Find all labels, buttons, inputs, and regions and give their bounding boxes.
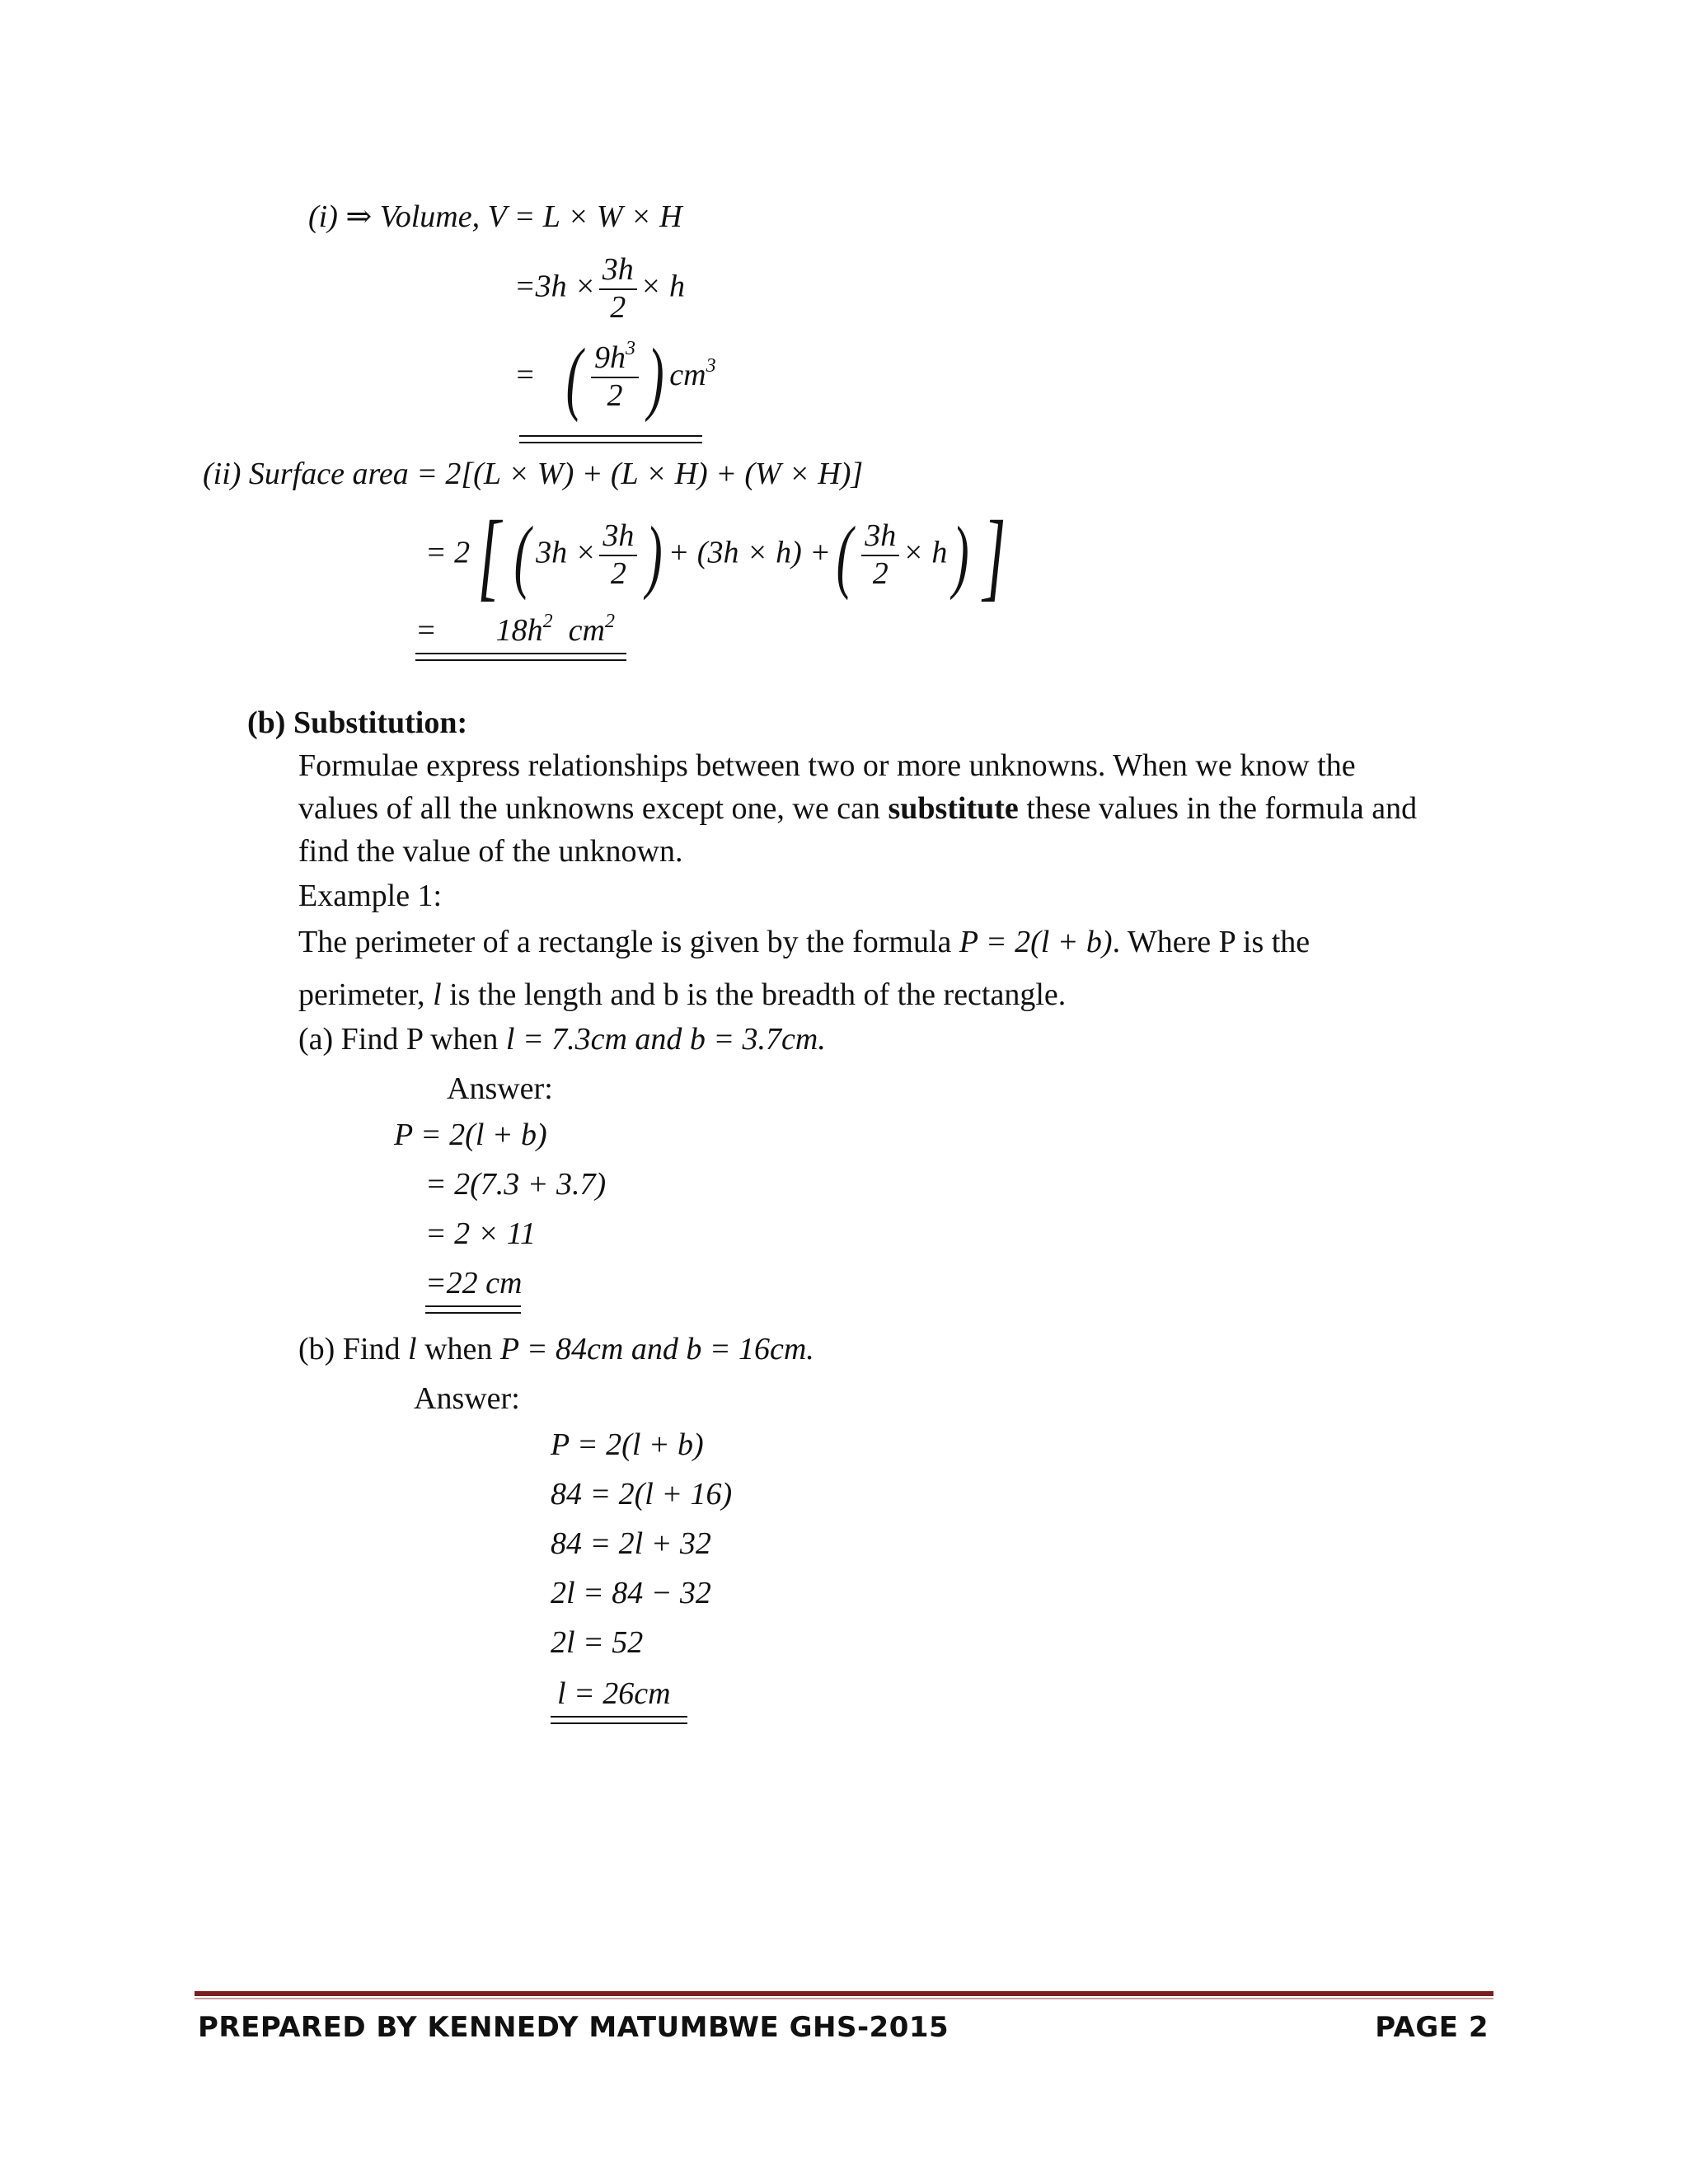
question-a-text: (a) Find P when [298, 1022, 506, 1057]
close-paren: ) [953, 509, 970, 601]
paragraph-line-2-start: values of all the unknowns except one, we can [298, 791, 889, 826]
answer-a-label: Answer: [447, 1071, 553, 1106]
surface-step-1 [425, 500, 1013, 610]
example-line-2-end: is the length and b is the breadth of the rectangle. [441, 977, 1067, 1012]
answer-b-underline [551, 1716, 687, 1724]
section-heading: (b) Substitution: [247, 705, 468, 740]
answer-a-step-1: P = 2(l + b) [394, 1118, 547, 1152]
question-b-when: when [416, 1332, 500, 1366]
volume-step-2 [514, 331, 716, 423]
open-bracket: [ [477, 500, 501, 610]
open-paren: ( [836, 509, 853, 601]
volume-step-2-eq: = [514, 357, 536, 392]
surface-step-2-eq: = [415, 613, 437, 648]
surface-step-2-value: $18h^2$ [495, 611, 553, 648]
surface-term-1: 3h × [536, 535, 597, 570]
volume-result-underline [519, 435, 702, 443]
footer-rule-thin [195, 1998, 1493, 1999]
surface-step-2 [415, 611, 615, 648]
paragraph-line-2-end: these values in the formula and [1018, 791, 1418, 826]
surface-heading: (ii) Surface area = 2[(L × W) + (L × H) + (W × H)] [203, 457, 864, 491]
answer-b-step-1: P = 2(l + b) [551, 1427, 704, 1462]
answer-b-step-5: 2l = 52 [551, 1625, 644, 1660]
volume-step-1 [514, 254, 685, 325]
answer-b-step-6: l = 26cm [557, 1676, 671, 1711]
volume-step-1-numerator: 3h [599, 254, 637, 290]
surface-step-2-unit: $cm^2$ [568, 611, 615, 648]
volume-step-2-fraction [591, 338, 639, 413]
surface-term-2: × h [903, 535, 948, 570]
volume-step-2-numerator: $9h^3$ [591, 342, 639, 378]
volume-step-2-unit: $cm^3$ [669, 354, 716, 392]
example-line-2-start: perimeter, [298, 977, 434, 1012]
surface-fraction-2 [861, 520, 899, 591]
question-a [298, 1024, 826, 1055]
close-bracket: ] [982, 500, 1006, 610]
example-label: Example 1: [298, 879, 443, 913]
example-line-1-start: The perimeter of a rectangle is given by the formula [298, 925, 959, 959]
example-line-2 [298, 979, 1066, 1010]
answer-b-label: Answer: [414, 1381, 520, 1416]
keyword-substitute: substitute [888, 791, 1019, 826]
footer-author: PREPARED BY KENNEDY MATUMBWE GHS-2015 [198, 2011, 950, 2044]
paragraph-line-2 [298, 793, 1417, 824]
surface-denominator-1: 2 [610, 556, 626, 591]
answer-a-step-4: =22 cm [425, 1266, 523, 1301]
question-b [298, 1333, 814, 1365]
example-line-1 [298, 926, 1310, 958]
answer-a-underline [425, 1305, 521, 1314]
footer-page-number: PAGE 2 [1375, 2011, 1489, 2044]
length-symbol: l [433, 977, 442, 1012]
perimeter-formula: P = 2(l + b) [959, 925, 1113, 959]
question-b-text: (b) Find [298, 1332, 408, 1366]
close-paren: ) [645, 509, 663, 601]
open-paren: ( [565, 331, 583, 423]
surface-numerator-1: 3h [599, 520, 637, 556]
surface-result-underline [415, 653, 626, 661]
surface-middle-term: + (3h × h) + [668, 535, 831, 570]
question-b-values: P = 84cm and b = 16cm. [499, 1332, 814, 1366]
length-symbol: l [408, 1332, 417, 1366]
paragraph-line-3: find the value of the unknown. [298, 834, 683, 869]
example-line-1-end: . Where P is the [1112, 925, 1311, 959]
question-a-values: l = 7.3cm and b = 3.7cm. [505, 1022, 826, 1057]
answer-a-step-3: = 2 × 11 [425, 1216, 536, 1251]
footer-rule-thick [195, 1991, 1493, 1996]
close-paren: ) [647, 331, 664, 423]
answer-a-step-2: = 2(7.3 + 3.7) [425, 1167, 607, 1202]
volume-step-1-denominator: 2 [610, 289, 626, 325]
volume-step-1-right: × h [640, 269, 685, 304]
open-paren: ( [513, 509, 531, 601]
paragraph-line-1: Formulae express relationships between two or more unknowns. When we know the [298, 748, 1356, 783]
answer-b-step-2: 84 = 2(l + 16) [551, 1477, 733, 1511]
surface-numerator-2: 3h [861, 520, 899, 556]
volume-step-2-denominator: 2 [607, 378, 623, 413]
volume-step-1-left: =3h × [514, 269, 596, 304]
surface-step-1-prefix: = 2 [425, 535, 471, 570]
answer-b-step-4: 2l = 84 − 32 [551, 1576, 711, 1610]
surface-fraction-1 [599, 520, 637, 591]
answer-b-step-3: 84 = 2l + 32 [551, 1526, 711, 1561]
volume-heading: (i) ⇒ Volume, V = L × W × H [308, 199, 682, 234]
volume-step-1-fraction [599, 254, 637, 325]
surface-denominator-2: 2 [872, 556, 889, 591]
